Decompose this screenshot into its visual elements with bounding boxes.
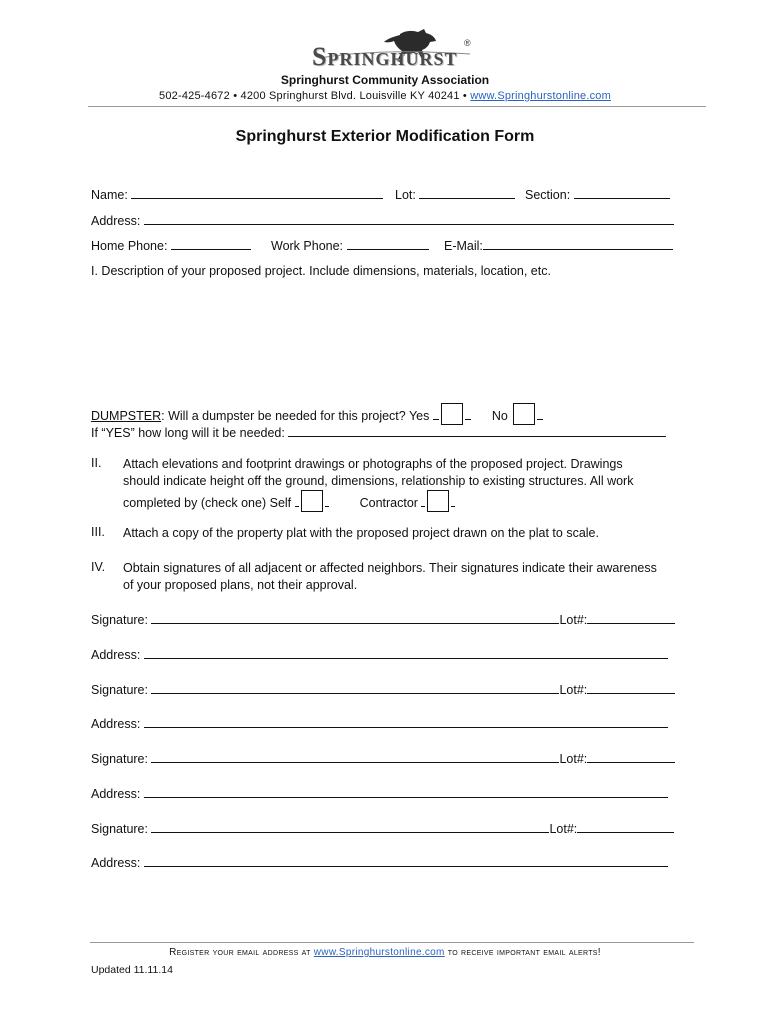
section-iv-text [123,560,657,594]
work-phone-field[interactable] [347,237,429,250]
signature-row-4 [91,820,674,836]
footer-suffix: to receive important email alerts! [444,947,601,958]
springhurst-logo [300,28,480,76]
neighbor-address-row-2 [91,715,668,731]
signature-label: Signature: [91,752,148,766]
signature-field-2[interactable] [151,681,559,694]
self-checkbox[interactable] [301,490,323,512]
signature-lot-label: Lot#: [559,752,588,766]
neighbor-address-label: Address: [91,648,141,662]
email-label: E-Mail: [444,239,483,253]
address-label: Address: [91,214,141,228]
neighbor-address-field-3[interactable] [144,785,668,798]
footer-website-link[interactable]: www.Springhurstonline.com [313,947,445,958]
contractor-label: Contractor [359,496,418,510]
signature-lot-field-1[interactable] [587,611,675,624]
section-row [525,186,670,202]
lot-label: Lot: [395,188,416,202]
contractor-checkbox[interactable] [427,490,449,512]
neighbor-address-label: Address: [91,856,141,870]
dumpster-question: : Will a dumpster be needed for this project? Yes [161,409,430,423]
dumpster-no-checkbox[interactable] [513,403,535,425]
signature-lot-label: Lot#: [549,822,578,836]
footer-divider [90,942,694,943]
neighbor-address-field-4[interactable] [144,854,668,867]
name-field[interactable] [131,186,383,199]
section-iv-line-2: of your proposed plans, not their approval. [123,578,358,592]
work-phone-label: Work Phone: [271,239,344,253]
updated-date: Updated 11.11.14 [91,964,173,976]
dumpster-duration-field[interactable] [288,424,666,437]
neighbor-address-row-4 [91,854,668,870]
address-field[interactable] [144,212,674,225]
dumpster-no-label: No [491,409,508,423]
home-phone-field[interactable] [171,237,251,250]
neighbor-address-row-1 [91,646,668,662]
signature-row-1 [91,611,675,627]
email-field[interactable] [483,237,673,250]
dumpster-label: DUMPSTER [91,409,162,423]
header-divider [88,106,706,107]
contact-details: 502-425-4672 • 4200 Springhurst Blvd. Louisville KY 40241 • [159,90,471,102]
neighbor-address-field-2[interactable] [144,715,668,728]
name-row [91,186,383,202]
signature-label: Signature: [91,613,148,627]
neighbor-address-field-1[interactable] [144,646,668,659]
signature-lot-label: Lot#: [559,613,588,627]
page-title: Springhurst Exterior Modification Form [235,128,535,145]
work-phone-row [271,237,429,253]
logo-wordmark: Springhurst [312,42,458,71]
section-ii-line-2: should indicate height off the ground, dimensions, relationship to existing structures. All work [123,474,634,488]
signature-lot-field-3[interactable] [587,750,675,763]
section-iv-line-1: Obtain signatures of all adjacent or affected neighbors. Their signatures indicate their awareness [123,561,657,575]
signature-field-3[interactable] [151,750,559,763]
footer-note [0,947,770,958]
lot-field[interactable] [419,186,515,199]
dumpster-duration-label: If “YES” how long will it be needed: [91,426,285,440]
signature-label: Signature: [91,822,148,836]
self-label: completed by (check one) Self [123,496,292,510]
neighbor-address-label: Address: [91,787,141,801]
footer-prefix: Register your email address at [169,947,314,958]
section-i-text: I. Description of your proposed project. Include dimensions, materials, location, etc. [91,264,551,278]
neighbor-address-row-3 [91,785,668,801]
association-name: Springhurst Community Association [280,73,490,87]
home-phone-row [91,237,251,253]
name-label: Name: [91,188,128,202]
section-iii-number: III. [91,525,105,539]
website-link[interactable]: www.Springhurstonline.com [470,90,611,102]
contact-line [0,90,770,102]
section-iii-text: Attach a copy of the property plat with the proposed project drawn on the plat to scale. [123,526,599,540]
signature-label: Signature: [91,683,148,697]
section-ii-line-3 [123,490,633,512]
email-row [444,237,673,253]
registered-mark: ® [464,38,471,48]
signature-lot-field-2[interactable] [587,681,675,694]
address-row [91,212,674,228]
dumpster-row [91,403,543,425]
section-label: Section: [525,188,571,202]
section-ii-text [123,456,633,512]
description-area[interactable] [91,284,681,394]
signature-row-3 [91,750,675,766]
section-iv-number: IV. [91,560,106,574]
section-field[interactable] [574,186,670,199]
lot-row [395,186,515,202]
signature-row-2 [91,681,675,697]
signature-field-1[interactable] [151,611,559,624]
dumpster-yes-checkbox[interactable] [441,403,463,425]
signature-field-4[interactable] [151,820,549,833]
signature-lot-field-4[interactable] [577,820,674,833]
section-ii-number: II. [91,456,102,470]
dumpster-duration-row [91,424,666,440]
neighbor-address-label: Address: [91,717,141,731]
section-ii-line-1: Attach elevations and footprint drawings or photographs of the proposed project. Drawings [123,457,623,471]
home-phone-label: Home Phone: [91,239,168,253]
signature-lot-label: Lot#: [559,683,588,697]
